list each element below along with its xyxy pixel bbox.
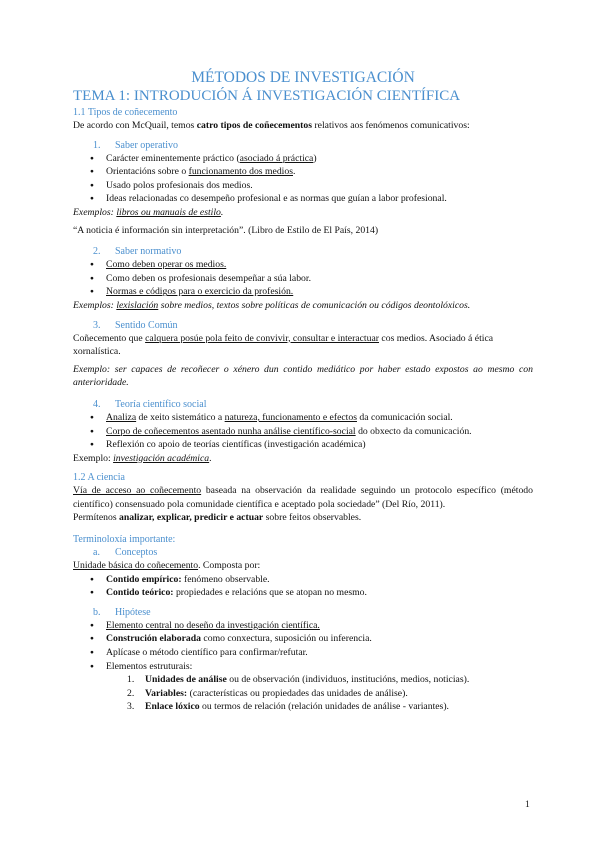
conceptos-paragraph: Unidade básica do coñecemento. Composta por:: [73, 560, 261, 572]
list-saber-normativo: [73, 258, 533, 299]
subheading-conceptos: a. Conceptos: [93, 547, 158, 559]
intro-paragraph: De acordo con McQuail, temos catro tipos de coñecementos relativos aos fenómenos comunicativos:: [73, 120, 470, 131]
list-item: ● Como deben operar os medios.: [73, 258, 533, 272]
document-title: MÉTODOS DE INVESTIGACIÓN: [191, 69, 415, 86]
list-item: 3. Enlace lóxico ou termos de relación (relación unidades de análise - variantes).: [127, 701, 449, 713]
list-hipotese: [73, 619, 533, 673]
list-item: ● Contido empírico: fenómeno observable.: [73, 573, 533, 587]
ciencia-paragraph-2: Permítenos analizar, explicar, predicir e actuar sobre feitos observables.: [73, 512, 362, 524]
sentido-comun-paragraph: Coñecemento que calquera posúe pola feito de convivir, consultar e interactuar cos medios. Asociado á ética xornalística.: [73, 332, 494, 358]
list-teoria: [73, 411, 533, 452]
ciencia-paragraph: Vía de acceso ao coñecemento baseada na observación da realidade seguindo un protocolo específico (método científico) consensuado pola comunidade científica e aceptado pola sociedade” (Del Río, 2011).: [73, 485, 533, 510]
list-item: ● Analiza de xeito sistemático a natureza, funcionamento e efectos da comunicación social.: [73, 411, 533, 425]
quote-line: “A noticia é información sin interpretación”. (Libro de Estilo de El País, 2014): [73, 224, 379, 236]
section-heading-terminoloxia: Terminoloxía importante:: [73, 534, 176, 546]
list-item: ● Corpo de coñecementos asentado nunha análise científico-social do obxecto da comunicación.: [73, 425, 533, 439]
list-item: ● Aplícase o método científico para confirmar/refutar.: [73, 646, 533, 660]
subheading-saber-normativo: 2. Saber normativo: [93, 246, 182, 258]
list-item: ● Elemento central no deseño da investigación científica.: [73, 619, 533, 633]
page-number: 1: [525, 800, 530, 810]
example-line: Exemplos: libros ou manuais de estilo.: [73, 206, 224, 218]
document-subtitle: TEMA 1: INTRODUCIÓN Á INVESTIGACIÓN CIENTÍFICA: [73, 88, 461, 104]
subheading-teoria-cientifico-social: 4. Teoría científico social: [93, 398, 207, 410]
list-item: ● Normas e códigos para o exercicio da profesión.: [73, 285, 533, 299]
subheading-hipotese: b. Hipótese: [93, 606, 151, 618]
document-page: [73, 68, 533, 714]
subheading-saber-operativo: 1. Saber operativo: [93, 139, 179, 151]
section-heading-ciencia: 1.2 A ciencia: [73, 472, 125, 484]
list-item: 1. Unidades de análise ou de observación (individuos, institucións, medios, noticias).: [127, 674, 470, 686]
list-item: ● Usado polos profesionais dos medios.: [73, 179, 533, 193]
list-item: ● Elementos estruturais:: [73, 660, 533, 674]
subheading-sentido-comun: 3. Sentido Común: [93, 319, 178, 331]
list-item: ● Como deben os profesionais desempeñar a súa labor.: [73, 272, 533, 286]
list-item: ● Carácter eminentemente práctico (asociado á práctica): [73, 152, 533, 166]
list-item: ● Ideas relacionadas co desempeño profesional e as normas que guían a labor profesional.: [73, 192, 533, 206]
list-conceptos: [73, 573, 533, 600]
section-heading-tipos: 1.1 Tipos de coñecemento: [73, 107, 178, 118]
list-item: 2. Variables: (características ou propiedades das unidades de análise).: [127, 687, 408, 699]
list-item: ● Reflexión co apoio de teorías científicas (investigación académica): [73, 438, 533, 452]
list-item: ● Construción elaborada como conxectura, suposición ou inferencia.: [73, 632, 533, 646]
example-paragraph: Exemplo: ser capaces de recoñecer o xénero dun contido mediático por haber estado expostos ao mesmo con anterioridade.: [73, 363, 533, 389]
list-elementos-estruturais: [73, 673, 533, 714]
list-saber-operativo: [73, 152, 533, 206]
example-line: Exemplos: lexislación sobre medios, textos sobre políticas de comunicación ou códigos deontolóxicos.: [73, 299, 471, 311]
list-item: ● Orientacións sobre o funcionamento dos medios.: [73, 165, 533, 179]
example-line: Exemplo: investigación académica.: [73, 452, 212, 464]
list-item: ● Contido teórico: propiedades e relacións que se atopan no mesmo.: [73, 586, 533, 600]
